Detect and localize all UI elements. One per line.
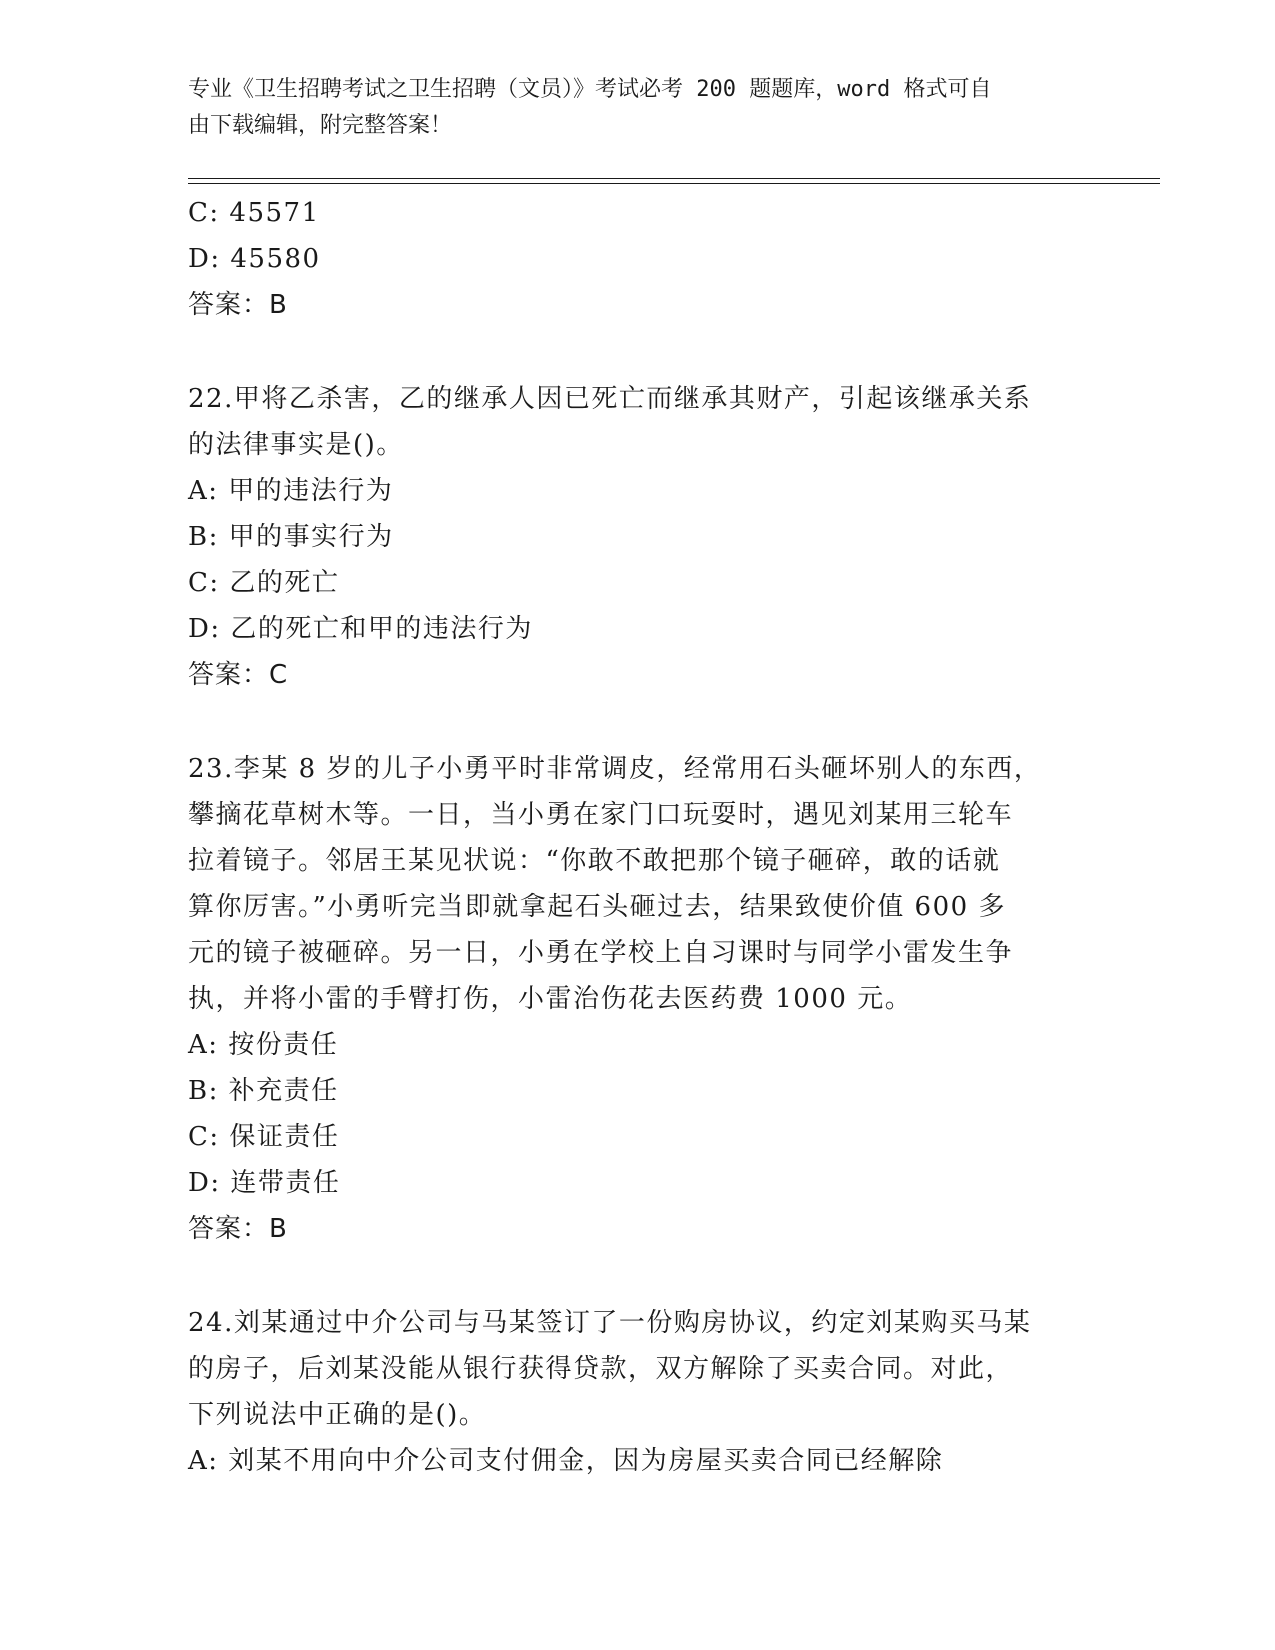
option-d: D: 乙的死亡和甲的违法行为 — [188, 614, 533, 644]
answer-line: 答案：B — [188, 1214, 288, 1244]
question-stem-line: 执，并将小雷的手臂打伤，小雷治伤花去医药费 1000 元。 — [188, 984, 913, 1014]
spacer — [188, 328, 1088, 376]
header-line-1: 专业《卫生招聘考试之卫生招聘（文员）》考试必考 200 题题库，word 格式可自 — [188, 77, 992, 102]
question-stem-line: 的法律事实是()。 — [188, 430, 404, 460]
header-rule-bottom — [188, 183, 1160, 184]
question-stem-line: 的房子，后刘某没能从银行获得贷款，双方解除了买卖合同。对此， — [188, 1354, 1014, 1384]
question-stem-line: 拉着镜子。邻居王某见状说：“你敢不敢把那个镜子砸碎，敢的话就 — [188, 846, 1001, 876]
question-24 — [188, 1300, 1088, 1484]
option-d: D: 45580 — [188, 244, 321, 274]
option-a: A: 按份责任 — [188, 1030, 339, 1060]
option-c: C: 乙的死亡 — [188, 568, 340, 598]
answer-line: 答案：B — [188, 290, 288, 320]
question-21-tail — [188, 190, 1088, 328]
option-b: B: 甲的事实行为 — [188, 522, 394, 552]
document-header — [188, 72, 1068, 144]
option-b: B: 补充责任 — [188, 1076, 339, 1106]
question-stem-line: 23.李某 8 岁的儿子小勇平时非常调皮，经常用石头砸坏别人的东西， — [188, 754, 1042, 784]
question-stem-line: 下列说法中正确的是()。 — [188, 1400, 487, 1430]
option-a: A: 甲的违法行为 — [188, 476, 394, 506]
header-rule-top — [188, 178, 1160, 179]
spacer — [188, 1252, 1088, 1300]
question-stem-line: 攀摘花草树木等。一日，当小勇在家门口玩耍时，遇见刘某用三轮车 — [188, 800, 1014, 830]
question-content — [188, 190, 1088, 1484]
question-23 — [188, 746, 1088, 1252]
spacer — [188, 698, 1088, 746]
option-d: D: 连带责任 — [188, 1168, 341, 1198]
question-stem-line: 算你厉害。”小勇听完当即就拿起石头砸过去，结果致使价值 600 多 — [188, 892, 1006, 922]
question-stem-line: 元的镜子被砸碎。另一日，小勇在学校上自习课时与同学小雷发生争 — [188, 938, 1014, 968]
option-c: C: 45571 — [188, 198, 320, 228]
header-line-2: 由下载编辑，附完整答案！ — [188, 113, 453, 138]
question-stem-line: 24.刘某通过中介公司与马某签订了一份购房协议，约定刘某购买马某 — [188, 1308, 1032, 1338]
question-stem-line: 22.甲将乙杀害，乙的继承人因已死亡而继承其财产，引起该继承关系 — [188, 384, 1032, 414]
answer-line: 答案：C — [188, 660, 289, 690]
option-a: A: 刘某不用向中介公司支付佣金，因为房屋买卖合同已经解除 — [188, 1446, 944, 1476]
question-22 — [188, 376, 1088, 698]
option-c: C: 保证责任 — [188, 1122, 340, 1152]
